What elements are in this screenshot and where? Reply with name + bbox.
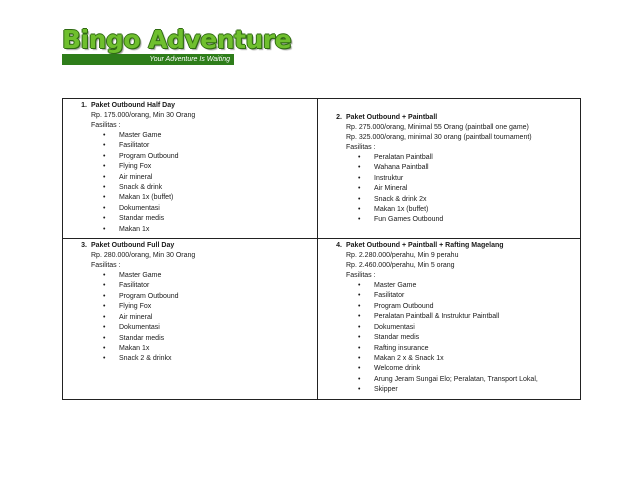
package-title-text: Paket Outbound Full Day bbox=[91, 242, 175, 250]
facility-text: Flying Fox bbox=[119, 303, 152, 311]
package-title bbox=[67, 101, 313, 111]
bullet-icon: • bbox=[103, 292, 106, 300]
facilities-label: Fasilitas : bbox=[346, 144, 376, 151]
facility-text: Skipper bbox=[374, 386, 398, 394]
list-item bbox=[103, 334, 313, 344]
facilities-label: Fasilitas : bbox=[91, 122, 121, 129]
facility-text: Standar medis bbox=[374, 334, 420, 342]
package-cell bbox=[318, 239, 581, 399]
facility-text: Dokumentasi bbox=[119, 204, 160, 212]
bullet-icon: • bbox=[358, 334, 361, 342]
brand-tagline: Your Adventure Is Waiting bbox=[62, 54, 234, 65]
list-item bbox=[358, 354, 576, 364]
package-price: Rp. 2.280.000/perahu, Min 9 perahu bbox=[346, 252, 459, 260]
bullet-icon: • bbox=[358, 282, 361, 290]
facility-text: Master Game bbox=[119, 132, 162, 139]
bullet-icon: • bbox=[358, 323, 361, 331]
bullet-icon: • bbox=[103, 142, 106, 150]
package-cell bbox=[318, 99, 581, 239]
list-item bbox=[358, 215, 576, 225]
bullet-icon: • bbox=[103, 204, 106, 212]
list-item bbox=[103, 271, 313, 281]
bullet-icon: • bbox=[358, 354, 361, 362]
facility-text: Air mineral bbox=[119, 313, 153, 321]
bullet-icon: • bbox=[358, 386, 361, 394]
facility-text: Dokumentasi bbox=[374, 323, 415, 331]
list-item bbox=[358, 291, 576, 301]
facility-text: Makan 2 x & Snack 1x bbox=[374, 354, 444, 362]
list-item bbox=[103, 354, 313, 364]
list-item bbox=[103, 183, 313, 193]
bullet-icon: • bbox=[358, 302, 361, 310]
bullet-icon: • bbox=[103, 282, 106, 290]
facility-text: Peralatan Paintball bbox=[374, 154, 433, 161]
facility-text: Snack & drink 2x bbox=[374, 195, 427, 203]
bullet-icon: • bbox=[358, 365, 361, 373]
package-cell bbox=[63, 239, 318, 399]
list-item bbox=[358, 344, 576, 354]
list-item bbox=[358, 375, 576, 385]
package-number: 4. bbox=[336, 242, 342, 250]
list-item bbox=[103, 302, 313, 312]
packages-table bbox=[62, 98, 581, 400]
package-price: Rp. 175.000/orang, Min 30 Orang bbox=[91, 112, 196, 119]
list-item bbox=[103, 313, 313, 323]
facility-text: Fasilitator bbox=[374, 292, 405, 300]
bullet-icon: • bbox=[103, 334, 106, 342]
list-item bbox=[358, 333, 576, 343]
package-title bbox=[67, 241, 313, 251]
bullet-icon: • bbox=[358, 164, 361, 172]
bullet-icon: • bbox=[103, 313, 106, 321]
list-item bbox=[103, 162, 313, 172]
list-item bbox=[103, 344, 313, 354]
facilities-list bbox=[67, 131, 313, 235]
facility-text: Wahana Paintball bbox=[374, 164, 429, 172]
package-title-text: Paket Outbound + Paintball bbox=[346, 114, 438, 121]
brand-name: Bingo Adventure bbox=[62, 25, 292, 54]
facility-text: Welcome drink bbox=[374, 365, 421, 373]
facilities-list bbox=[67, 271, 313, 365]
package-title-text: Paket Outbound + Paintball + Rafting Magelang bbox=[346, 242, 504, 250]
list-item bbox=[358, 364, 576, 374]
package-number: 2. bbox=[336, 114, 342, 121]
facilities-list bbox=[322, 281, 576, 395]
facility-text: Fun Games Outbound bbox=[374, 216, 444, 224]
list-item bbox=[103, 193, 313, 203]
list-item bbox=[103, 292, 313, 302]
facility-text: Snack & drink bbox=[119, 184, 163, 192]
bullet-icon: • bbox=[358, 375, 361, 383]
list-item bbox=[358, 302, 576, 312]
list-item bbox=[358, 385, 576, 395]
facility-text: Master Game bbox=[119, 272, 162, 280]
bullet-icon: • bbox=[103, 152, 106, 160]
bullet-icon: • bbox=[103, 173, 106, 181]
package-title-text: Paket Outbound Half Day bbox=[91, 102, 176, 109]
facility-text: Standar medis bbox=[119, 334, 165, 342]
facility-text: Instruktur bbox=[374, 174, 404, 182]
bullet-icon: • bbox=[103, 163, 106, 171]
bullet-icon: • bbox=[358, 185, 361, 193]
package-price: Rp. 275.000/orang, Minimal 55 Orang (paintball one game) bbox=[346, 124, 529, 131]
bullet-icon: • bbox=[103, 324, 106, 332]
package-number: 1. bbox=[81, 102, 87, 109]
table-row bbox=[63, 239, 581, 399]
facility-text: Program Outbound bbox=[119, 292, 179, 300]
facility-text: Program Outbound bbox=[119, 152, 179, 160]
list-item bbox=[103, 173, 313, 183]
facility-text: Air Mineral bbox=[374, 185, 408, 193]
package-title bbox=[322, 113, 576, 123]
list-item bbox=[103, 152, 313, 162]
bullet-icon: • bbox=[358, 216, 361, 224]
facility-text: Fasilitator bbox=[119, 282, 150, 290]
bullet-icon: • bbox=[103, 215, 106, 223]
facility-text: Snack 2 & drinkx bbox=[119, 355, 172, 363]
list-item bbox=[103, 204, 313, 214]
bullet-icon: • bbox=[103, 272, 106, 280]
facility-text: Air mineral bbox=[119, 173, 153, 181]
package-price: Rp. 2.460.000/perahu, Min 5 orang bbox=[346, 262, 455, 270]
facility-text: Program Outbound bbox=[374, 302, 434, 310]
bullet-icon: • bbox=[358, 344, 361, 352]
bullet-icon: • bbox=[103, 355, 106, 363]
bullet-icon: • bbox=[103, 194, 106, 202]
bullet-icon: • bbox=[358, 206, 361, 214]
bullet-icon: • bbox=[358, 174, 361, 182]
facilities-list bbox=[322, 153, 576, 226]
brand-logo bbox=[62, 25, 292, 68]
list-item bbox=[103, 225, 313, 235]
list-item bbox=[358, 312, 576, 322]
package-cell bbox=[63, 99, 318, 239]
facility-text: Peralatan Paintball & Instruktur Paintball bbox=[374, 313, 500, 321]
bullet-icon: • bbox=[103, 132, 106, 139]
list-item bbox=[358, 153, 576, 163]
list-item bbox=[103, 323, 313, 333]
list-item bbox=[358, 323, 576, 333]
facility-text: Makan 1x bbox=[119, 225, 150, 233]
facility-text: Makan 1x (buffet) bbox=[119, 194, 174, 202]
list-item bbox=[103, 131, 313, 141]
facility-text: Flying Fox bbox=[119, 163, 152, 171]
bullet-icon: • bbox=[358, 292, 361, 300]
facility-text: Dokumentasi bbox=[119, 324, 160, 332]
bullet-icon: • bbox=[358, 313, 361, 321]
bullet-icon: • bbox=[358, 154, 361, 161]
package-number: 3. bbox=[81, 242, 87, 250]
list-item bbox=[358, 195, 576, 205]
facilities-label: Fasilitas : bbox=[346, 272, 376, 280]
bullet-icon: • bbox=[103, 225, 106, 233]
list-item bbox=[103, 141, 313, 151]
bullet-icon: • bbox=[103, 303, 106, 311]
table-row bbox=[63, 99, 581, 239]
list-item bbox=[103, 214, 313, 224]
bullet-icon: • bbox=[103, 344, 106, 352]
package-price: Rp. 325.000/orang, minimal 30 orang (paintball tournament) bbox=[346, 134, 532, 141]
facility-text: Master Game bbox=[374, 282, 417, 290]
facilities-label: Fasilitas : bbox=[91, 262, 121, 270]
facility-text: Fasilitator bbox=[119, 142, 150, 150]
bullet-icon: • bbox=[103, 184, 106, 192]
bullet-icon: • bbox=[358, 195, 361, 203]
facility-text: Makan 1x (buffet) bbox=[374, 206, 429, 214]
list-item bbox=[358, 163, 576, 173]
facility-text: Arung Jeram Sungai Elo; Peralatan, Transport Lokal, bbox=[374, 375, 538, 383]
facility-text: Rafting insurance bbox=[374, 344, 429, 352]
list-item bbox=[358, 205, 576, 215]
list-item bbox=[358, 184, 576, 194]
package-price: Rp. 280.000/orang, Min 30 Orang bbox=[91, 252, 196, 260]
list-item bbox=[103, 281, 313, 291]
list-item bbox=[358, 174, 576, 184]
facility-text: Makan 1x bbox=[119, 344, 150, 352]
package-title bbox=[322, 241, 576, 251]
facility-text: Standar medis bbox=[119, 215, 165, 223]
list-item bbox=[358, 281, 576, 291]
